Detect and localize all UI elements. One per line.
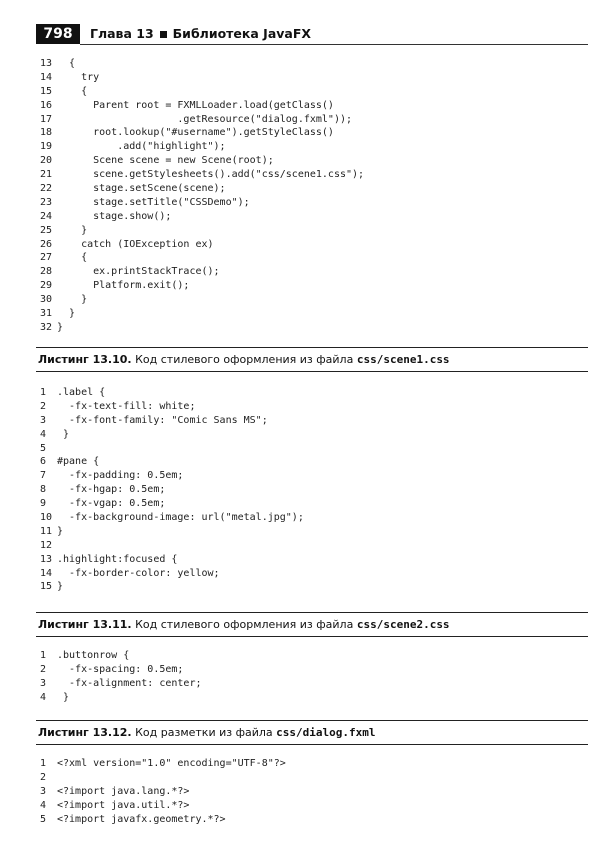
listing-filename: css/dialog.fxml [276, 726, 376, 739]
code-text: Platform.exit(); [57, 280, 190, 292]
line-number: 13 [40, 553, 53, 565]
line-number: 12 [40, 539, 53, 551]
page-number: 798 [36, 24, 80, 44]
code-text: -fx-alignment: center; [57, 677, 202, 689]
line-number: 3 [40, 677, 47, 689]
code-text: .buttonrow { [57, 650, 130, 661]
code-text: -fx-hgap: 0.5em; [57, 484, 166, 496]
listing-number: Листинг 13.11. [38, 618, 132, 631]
code-text: } [57, 294, 88, 306]
code-text: } [57, 428, 70, 440]
code-text: } [57, 321, 64, 333]
code-text: stage.show(); [57, 210, 172, 222]
listing-rule-bottom [36, 744, 588, 745]
line-number: 18 [40, 127, 53, 139]
line-number: 17 [40, 113, 53, 125]
line-number: 4 [40, 799, 47, 811]
code-text: -fx-font-family: "Comic Sans MS"; [57, 414, 268, 426]
line-number: 15 [40, 85, 53, 97]
code-text: } [57, 224, 88, 236]
code-text: catch (IOException ex) [57, 238, 214, 250]
code-text: } [57, 581, 64, 593]
listing-caption: Код стилевого оформления из файла [135, 618, 354, 631]
code-text: stage.setScene(scene); [57, 183, 226, 195]
listing-filename: css/scene2.css [356, 618, 450, 631]
line-number: 2 [40, 771, 47, 783]
code-text: -fx-background-image: url("metal.jpg"); [57, 512, 304, 524]
code-text: -fx-vgap: 0.5em; [57, 498, 166, 510]
line-number: 4 [40, 428, 47, 440]
line-number: 13 [40, 58, 53, 69]
line-number: 5 [40, 813, 47, 825]
line-number: 22 [40, 183, 53, 195]
listing-13-11 [36, 612, 588, 637]
listing-filename: css/scene1.css [356, 353, 450, 366]
line-number: 2 [40, 663, 47, 675]
line-number: 26 [40, 238, 53, 250]
listing-title [36, 348, 588, 371]
square-bullet-icon [160, 31, 167, 38]
listing-number: Листинг 13.12. [38, 726, 132, 739]
listing-number: Листинг 13.10. [38, 353, 132, 366]
listing-13-10 [36, 347, 588, 372]
line-number: 23 [40, 196, 53, 208]
listing-caption: Код стилевого оформления из файла [135, 353, 354, 366]
line-number: 30 [40, 294, 53, 306]
code-text: .add("highlight"); [57, 141, 226, 153]
code-text: } [57, 525, 64, 537]
listing-title [36, 721, 588, 744]
line-number: 2 [40, 400, 47, 412]
code-text: -fx-border-color: yellow; [57, 567, 220, 579]
line-number: 27 [40, 252, 53, 264]
code-text: .highlight:focused { [57, 553, 178, 565]
line-number: 24 [40, 210, 53, 222]
code-text: scene.getStylesheets().add("css/scene1.css"); [57, 169, 365, 181]
line-number: 14 [40, 71, 53, 83]
line-number: 25 [40, 224, 53, 236]
code-text: { [57, 252, 88, 264]
line-number: 1 [40, 758, 47, 769]
line-number: 10 [40, 512, 53, 524]
line-number: 28 [40, 266, 53, 278]
line-number: 1 [40, 650, 47, 661]
line-number: 21 [40, 169, 53, 181]
line-number: 3 [40, 414, 47, 426]
code-text: Parent root = FXMLLoader.load(getClass() [57, 99, 334, 111]
listing-13-12 [36, 720, 588, 745]
line-number: 9 [40, 498, 47, 510]
line-number: 8 [40, 484, 47, 496]
listing-title [36, 613, 588, 636]
line-number: 5 [40, 442, 47, 454]
page-header [36, 24, 588, 46]
listing-rule-bottom [36, 371, 588, 372]
line-number: 15 [40, 581, 53, 593]
line-number: 29 [40, 280, 53, 292]
line-number: 14 [40, 567, 53, 579]
code-text: -fx-spacing: 0.5em; [57, 663, 184, 675]
line-number: 32 [40, 321, 53, 333]
code-text: <?import java.lang.*?> [57, 785, 190, 797]
line-number: 4 [40, 691, 47, 703]
code-text: <?import java.util.*?> [57, 799, 190, 811]
code-text: <?xml version="1.0" encoding="UTF-8"?> [57, 758, 286, 769]
line-number: 7 [40, 470, 47, 482]
code-text: { [57, 58, 76, 69]
line-number: 16 [40, 99, 53, 111]
line-number: 11 [40, 525, 53, 537]
code-text: root.lookup("#username").getStyleClass() [57, 127, 334, 139]
code-text: try [57, 71, 100, 83]
code-text: #pane { [57, 456, 100, 468]
line-number: 31 [40, 308, 53, 320]
code-text: <?import javafx.geometry.*?> [57, 813, 226, 825]
line-number: 6 [40, 456, 47, 468]
code-text: { [57, 85, 88, 97]
listing-rule-bottom [36, 636, 588, 637]
code-text: -fx-padding: 0.5em; [57, 470, 184, 482]
code-text: ex.printStackTrace(); [57, 266, 220, 278]
chapter-label: Глава 13 [90, 26, 154, 41]
header-rule [80, 44, 588, 45]
listing-caption: Код разметки из файла [135, 726, 273, 739]
line-number: 19 [40, 141, 53, 153]
line-number: 3 [40, 785, 47, 797]
code-text: } [57, 308, 76, 320]
line-number: 1 [40, 387, 47, 398]
code-text: .getResource("dialog.fxml")); [57, 113, 353, 125]
code-text: -fx-text-fill: white; [57, 400, 196, 412]
line-number: 20 [40, 155, 53, 167]
section-label: Библиотека JavaFX [172, 26, 312, 41]
code-text: } [57, 691, 70, 703]
code-text: Scene scene = new Scene(root); [57, 155, 274, 167]
code-text: stage.setTitle("CSSDemo"); [57, 196, 250, 208]
running-title [90, 26, 311, 42]
code-text: .label { [57, 387, 106, 398]
